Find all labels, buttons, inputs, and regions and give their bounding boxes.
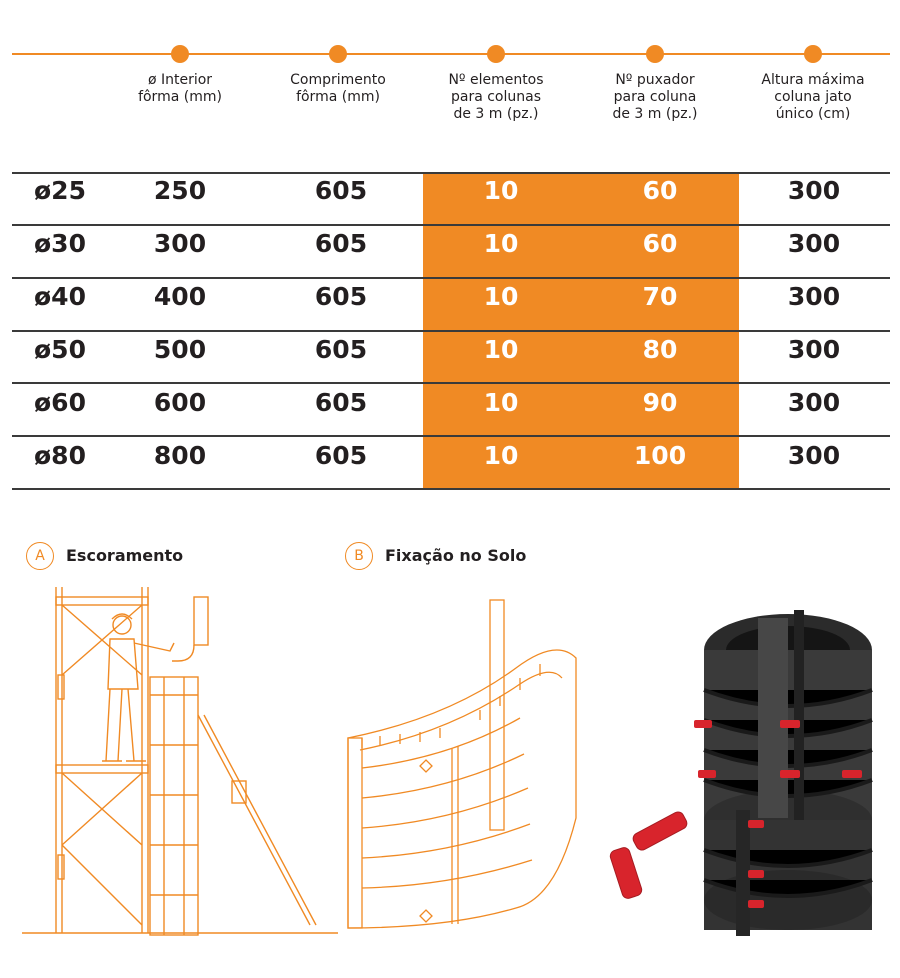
row-diameter-label: ø25 xyxy=(34,176,86,205)
header-line: coluna jato xyxy=(774,89,852,105)
header-pullers xyxy=(580,72,730,123)
cell-length: 605 xyxy=(314,441,368,470)
cell-interior: 250 xyxy=(153,176,207,205)
cell-elements: 10 xyxy=(483,282,519,311)
cell-pullers: 60 xyxy=(642,176,678,205)
row-divider xyxy=(12,172,890,174)
row-diameter-label: ø40 xyxy=(34,282,86,311)
header-line: para coluna xyxy=(613,89,697,105)
cell-length: 605 xyxy=(314,388,368,417)
header-line: para colunas xyxy=(450,89,542,105)
cell-length: 605 xyxy=(314,335,368,364)
timeline-dot xyxy=(487,45,505,63)
header-length xyxy=(263,72,413,106)
row-divider xyxy=(12,382,890,384)
section-title-fixacao: Fixação no Solo xyxy=(385,546,527,565)
cell-elements: 10 xyxy=(483,229,519,258)
header-line: Nº puxador xyxy=(615,72,695,88)
cell-length: 605 xyxy=(314,282,368,311)
row-divider xyxy=(12,277,890,279)
row-divider xyxy=(12,224,890,226)
header-line: Nº elementos xyxy=(448,72,544,88)
row-divider xyxy=(12,488,890,490)
section-badge-a: A xyxy=(26,542,54,570)
header-line: Altura máxima xyxy=(761,72,865,88)
timeline-line xyxy=(12,53,890,55)
cell-elements: 10 xyxy=(483,176,519,205)
section-title-escoramento: Escoramento xyxy=(66,546,184,565)
timeline-dot xyxy=(804,45,822,63)
row-diameter-label: ø50 xyxy=(34,335,86,364)
row-divider xyxy=(12,330,890,332)
cell-pullers: 60 xyxy=(642,229,678,258)
header-interior-diameter xyxy=(105,72,255,106)
header-line: fôrma (mm) xyxy=(296,89,380,105)
cell-elements: 10 xyxy=(483,335,519,364)
cell-interior: 400 xyxy=(153,282,207,311)
curved-formwork-illustration xyxy=(340,598,580,938)
timeline-dot xyxy=(646,45,664,63)
header-line: único (cm) xyxy=(775,106,851,122)
cell-max-height: 300 xyxy=(787,229,841,258)
cell-elements: 10 xyxy=(483,388,519,417)
row-diameter-label: ø80 xyxy=(34,441,86,470)
cell-max-height: 300 xyxy=(787,282,841,311)
cell-pullers: 70 xyxy=(642,282,678,311)
cell-max-height: 300 xyxy=(787,441,841,470)
cell-interior: 800 xyxy=(153,441,207,470)
cell-max-height: 300 xyxy=(787,335,841,364)
cell-elements: 10 xyxy=(483,441,519,470)
header-line: de 3 m (pz.) xyxy=(612,106,698,122)
timeline-dot xyxy=(329,45,347,63)
header-line: de 3 m (pz.) xyxy=(453,106,539,122)
cell-length: 605 xyxy=(314,229,368,258)
cell-pullers: 90 xyxy=(642,388,678,417)
timeline-dot xyxy=(171,45,189,63)
cell-pullers: 80 xyxy=(642,335,678,364)
cell-interior: 300 xyxy=(153,229,207,258)
row-diameter-label: ø30 xyxy=(34,229,86,258)
cell-interior: 600 xyxy=(153,388,207,417)
row-divider xyxy=(12,435,890,437)
cell-interior: 500 xyxy=(153,335,207,364)
header-elements xyxy=(421,72,571,123)
cell-max-height: 300 xyxy=(787,176,841,205)
header-line: Comprimento xyxy=(290,72,386,88)
section-badge-b: B xyxy=(345,542,373,570)
header-line: ø Interior xyxy=(147,72,213,88)
scaffold-worker-illustration xyxy=(22,585,340,940)
row-diameter-label: ø60 xyxy=(34,388,86,417)
header-line: fôrma (mm) xyxy=(138,89,222,105)
cell-length: 605 xyxy=(314,176,368,205)
cell-max-height: 300 xyxy=(787,388,841,417)
header-max-height xyxy=(738,72,888,123)
cell-pullers: 100 xyxy=(633,441,687,470)
column-formwork-photo xyxy=(598,600,880,940)
